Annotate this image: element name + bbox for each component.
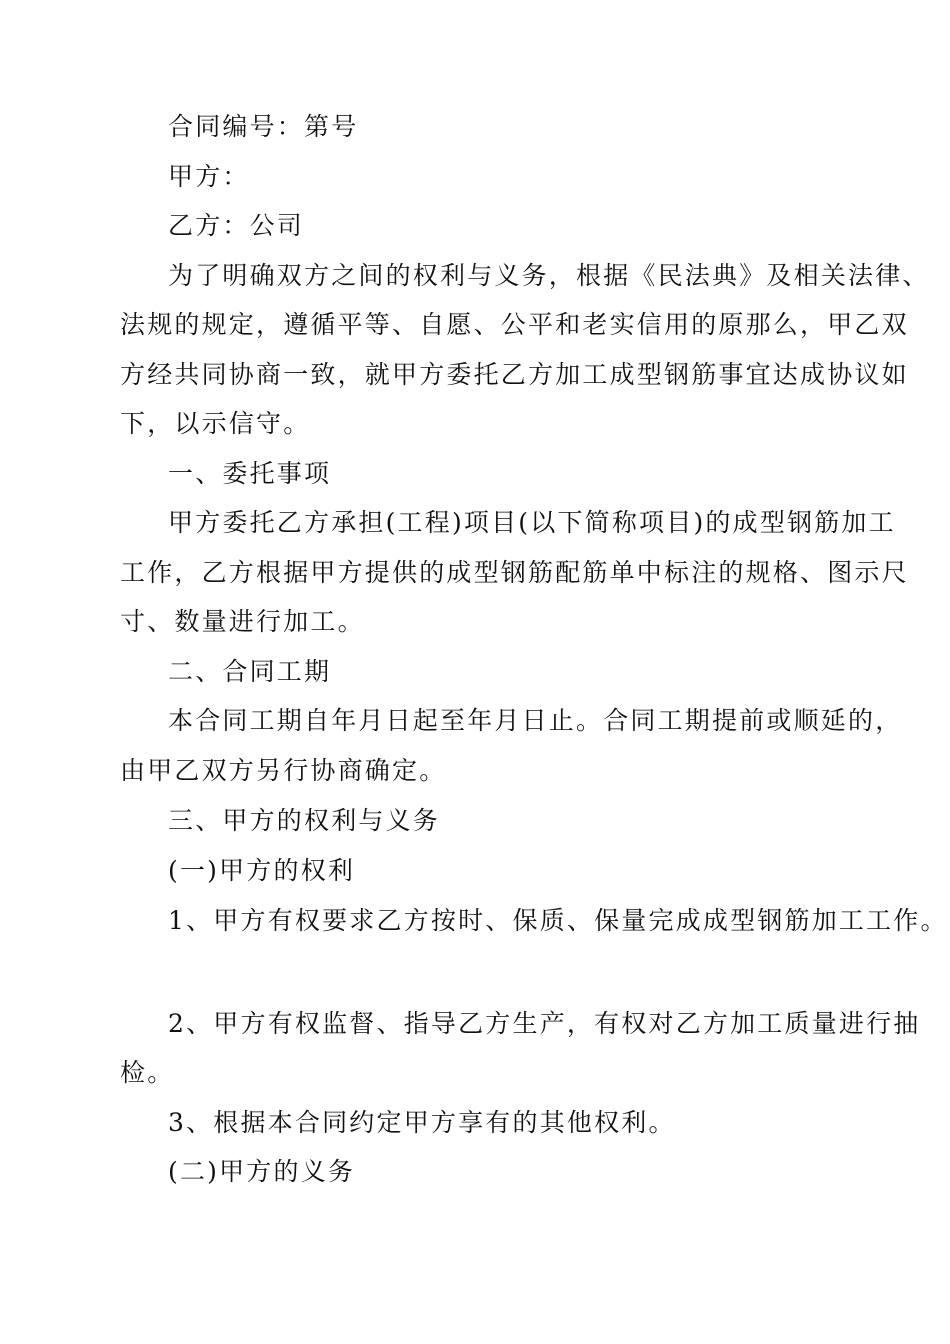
rights-item-2-line-2: 检。	[120, 1058, 175, 1087]
rights-item-3: 3、根据本合同约定甲方享有的其他权利。	[168, 1108, 676, 1137]
rights-item-2-line-1: 2、甲方有权监督、指导乙方生产，有权对乙方加工质量进行抽	[168, 1009, 921, 1038]
section-1-line-2: 工作，乙方根据甲方提供的成型钢筋配筋单中标注的规格、图示尺	[120, 558, 909, 587]
party-a: 甲方：	[168, 162, 250, 191]
subsection-obligations-title: (二)甲方的义务	[168, 1157, 356, 1186]
preamble-line-2: 法规的规定，遵循平等、自愿、公平和老实信用的原那么，甲乙双	[120, 310, 909, 339]
preamble-line-1: 为了明确双方之间的权利与义务，根据《民法典》及相关法律、	[168, 261, 930, 290]
preamble-line-4: 下，以示信守。	[120, 409, 311, 438]
section-2-line-1: 本合同工期自年月日起至年月日止。合同工期提前或顺延的，	[168, 706, 903, 735]
subsection-rights-title: (一)甲方的权利	[168, 856, 356, 885]
section-3-title: 三、甲方的权利与义务	[168, 806, 441, 835]
section-1-line-3: 寸、数量进行加工。	[120, 607, 365, 636]
party-b: 乙方：公司	[168, 211, 305, 240]
section-1-line-1: 甲方委托乙方承担(工程)项目(以下简称项目)的成型钢筋加工	[168, 508, 896, 537]
rights-item-1: 1、甲方有权要求乙方按时、保质、保量完成成型钢筋加工工作。	[168, 906, 948, 935]
preamble-line-3: 方经共同协商一致，就甲方委托乙方加工成型钢筋事宜达成协议如	[120, 360, 909, 389]
section-2-title: 二、合同工期	[168, 657, 332, 686]
section-2-line-2: 由甲乙双方另行协商确定。	[120, 756, 447, 785]
contract-number: 合同编号：第号	[168, 112, 359, 141]
section-1-title: 一、委托事项	[168, 459, 332, 488]
